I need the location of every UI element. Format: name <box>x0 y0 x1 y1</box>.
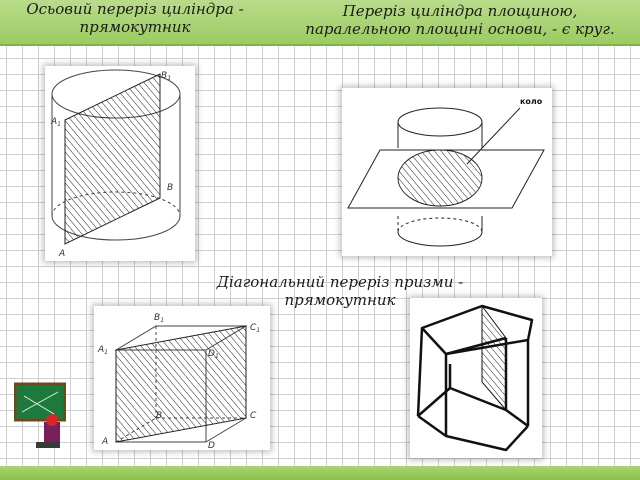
label-circle: коло <box>520 97 543 106</box>
label-b: B <box>167 183 174 193</box>
prism-diagonal-section-figure <box>94 306 270 450</box>
label-a: A <box>59 249 66 259</box>
cylinder-parallel-section-figure <box>342 88 552 256</box>
hexagonal-prism-figure <box>410 298 542 458</box>
label-prism-b: B <box>156 411 163 421</box>
label-prism-c: C <box>250 411 257 421</box>
cylinder-axial-section-figure <box>45 66 195 261</box>
caption-axial-section: Осьовий переріз циліндра - прямокутник <box>26 0 244 36</box>
teacher-board-icon <box>14 382 66 450</box>
label-prism-d1: $D_1$ <box>208 349 219 360</box>
caption-diagonal-section: Діагональний переріз призми - прямокутник <box>216 273 464 309</box>
label-prism-b1: $B_1$ <box>154 313 165 324</box>
label-prism-a: A <box>102 437 109 447</box>
label-a1: $A_1$ <box>51 117 61 128</box>
label-prism-c1: $C_1$ <box>250 323 261 334</box>
label-prism-a1: $A_1$ <box>98 345 108 356</box>
caption-parallel-section: Переріз циліндра площиною, паралельною площині основи, - є круг. <box>305 2 615 38</box>
label-prism-d: D <box>208 441 215 450</box>
label-b1: $B_1$ <box>161 71 172 82</box>
bottom-banner <box>0 466 640 480</box>
